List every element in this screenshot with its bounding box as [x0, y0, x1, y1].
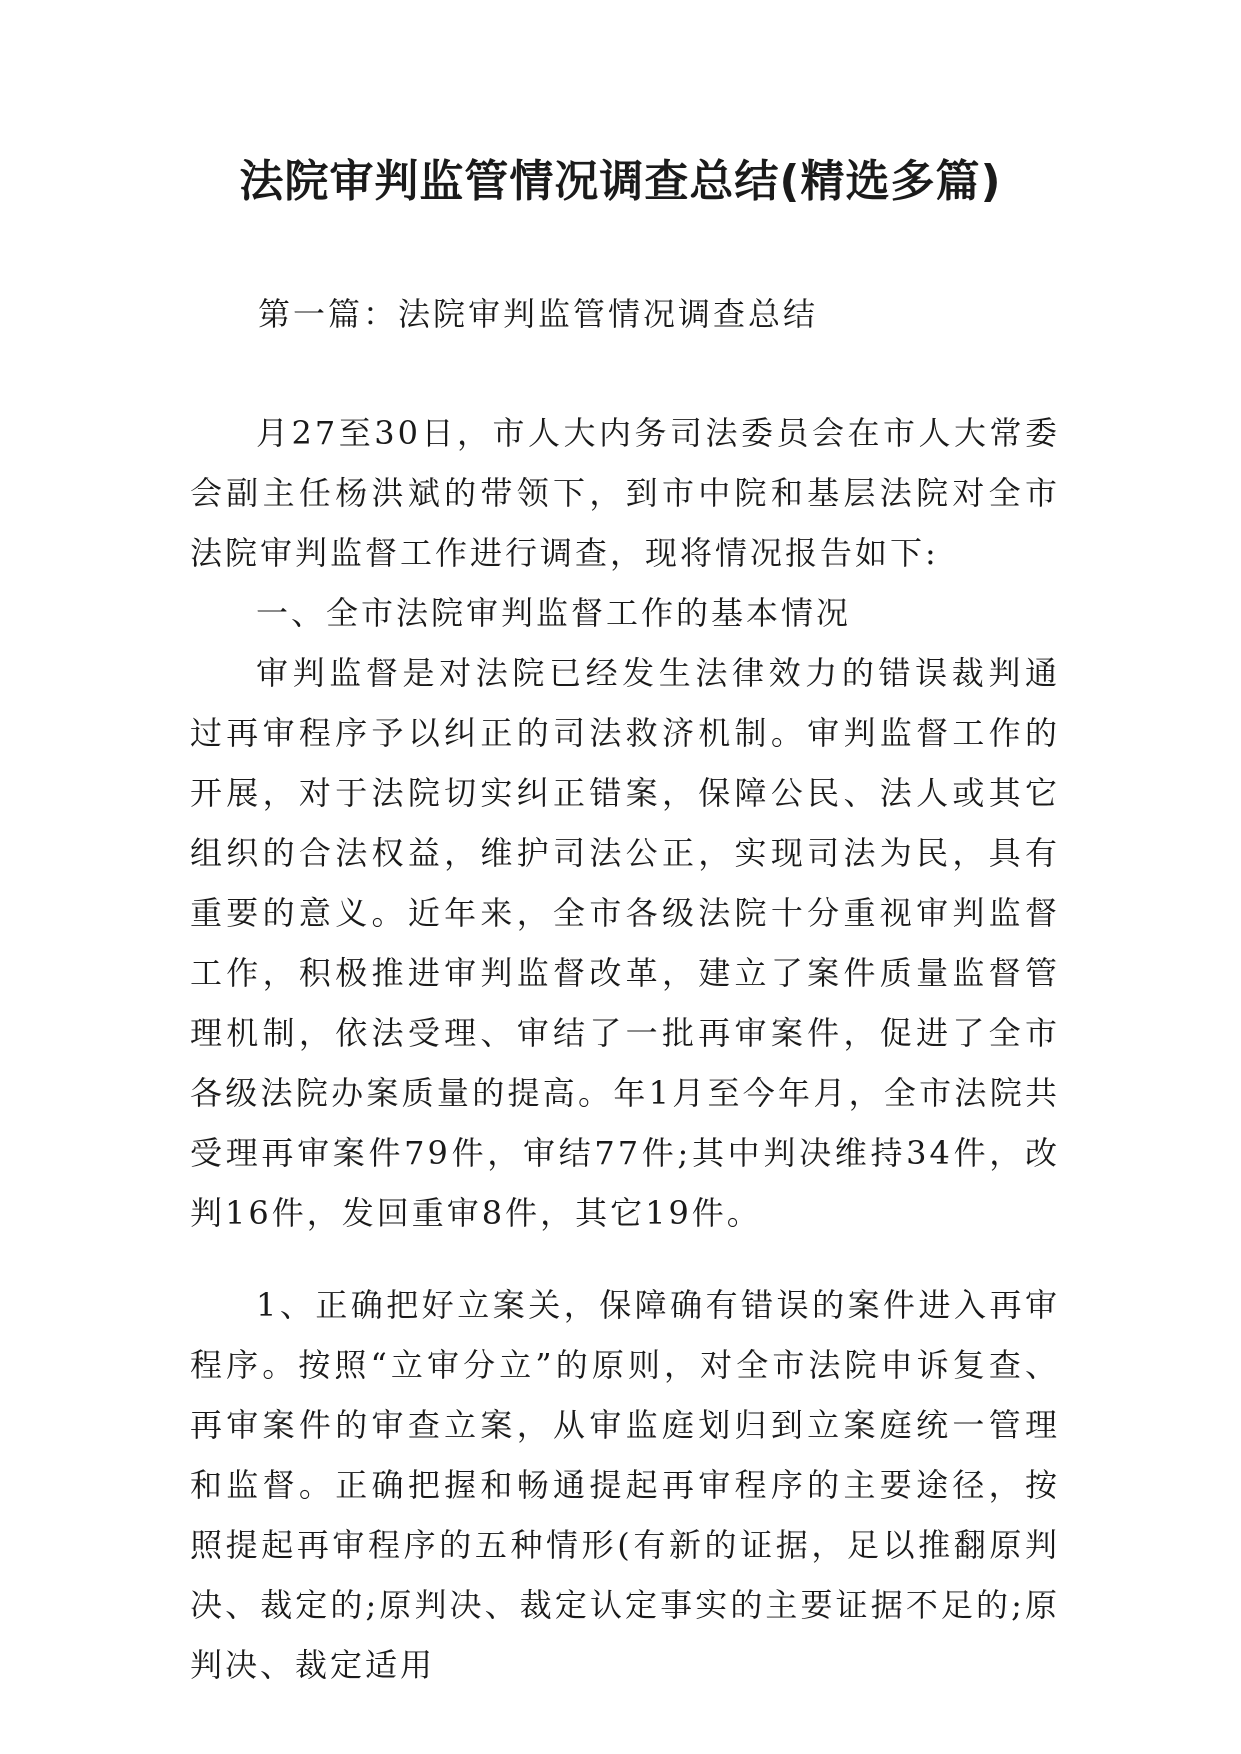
section-heading: 一、全市法院审判监督工作的基本情况 — [256, 594, 852, 632]
document-title: 法院审判监管情况调查总结(精选多篇) — [239, 156, 1002, 207]
section-subtitle: 第一篇：法院审判监管情况调查总结 — [258, 295, 819, 333]
body-paragraph: 月27至30日，市人大内务司法委员会在市人大常委会副主任杨洪斌的带领下，到市中院和基层法院对全市法院审判监督工作进行调查，现将情况报告如下: — [190, 414, 1060, 572]
body-paragraph: 审判监督是对法院已经发生法律效力的错误裁判通过再审程序予以纠正的司法救济机制。审判监督工作的开展，对于法院切实纠正错案，保障公民、法人或其它组织的合法权益，维护司法公正，实现司法为民，具有重要的意义。近年来，全市各级法院十分重视审判监督工作，积极推进审判监督改革，建立了案件质量监督管理机制，依法受理、审结了一批再审案件，促进了全市各级法院办案质量的提高。年1月至今年月，全市法院共受理再审案件79件，审结77件;其中判决维持34件，改判16件，发回重审8件，其它19件。 — [190, 654, 1060, 1232]
body-paragraph: 1、正确把好立案关，保障确有错误的案件进入再审程序。按照“立审分立”的原则，对全市法院申诉复查、再审案件的审查立案，从审监庭划归到立案庭统一管理和监督。正确把握和畅通提起再审程序的主要途径，按照提起再审程序的五种情形(有新的证据，足以推翻原判决、裁定的;原判决、裁定认定事实的主要证据不足的;原判决、裁定适用 — [190, 1286, 1060, 1684]
document-body — [190, 403, 1060, 1695]
